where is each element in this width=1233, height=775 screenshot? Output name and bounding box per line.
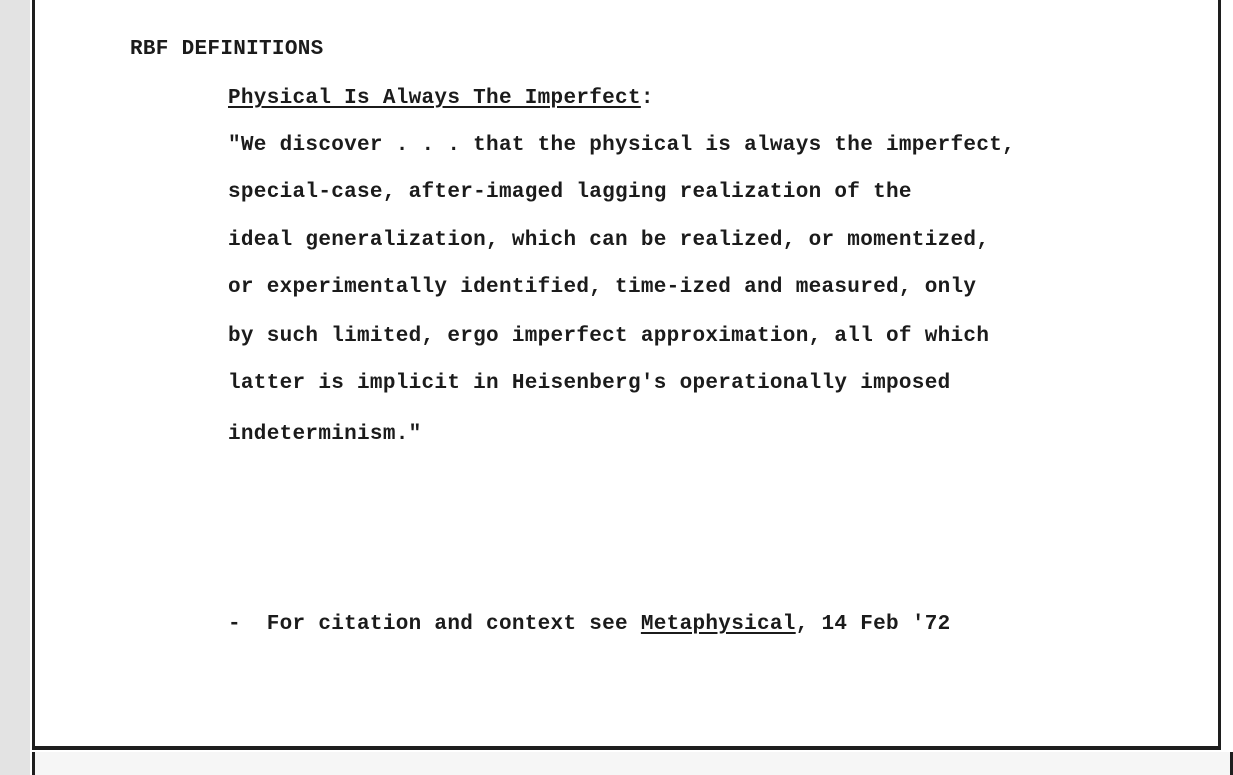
entry-title: Physical Is Always The Imperfect (228, 87, 641, 110)
card-header-label: RBF DEFINITIONS (130, 38, 324, 61)
citation-prefix: - For citation and context see (228, 613, 641, 636)
citation-line (228, 614, 951, 635)
quote-line-7: indeterminism." (228, 423, 422, 446)
quote-line-4: or experimentally identified, time-ized and measured, only (228, 276, 977, 299)
next-card-edge (32, 752, 1233, 775)
quote-line-3: ideal generalization, which can be realized, or momentized, (228, 229, 990, 252)
entry-title-colon: : (640, 87, 654, 110)
citation-source-link[interactable]: Metaphysical (640, 613, 796, 636)
quote-line-2: special-case, after-imaged lagging realization of the (228, 181, 912, 204)
quote-line-1: "We discover . . . that the physical is always the imperfect, (228, 134, 1016, 157)
quote-line-6: latter is implicit in Heisenberg's operationally imposed (228, 372, 951, 395)
scan-margin (0, 0, 30, 775)
quote-line-5: by such limited, ergo imperfect approximation, all of which (228, 325, 990, 348)
entry-title-line (228, 88, 654, 109)
citation-date: , 14 Feb '72 (795, 613, 951, 636)
